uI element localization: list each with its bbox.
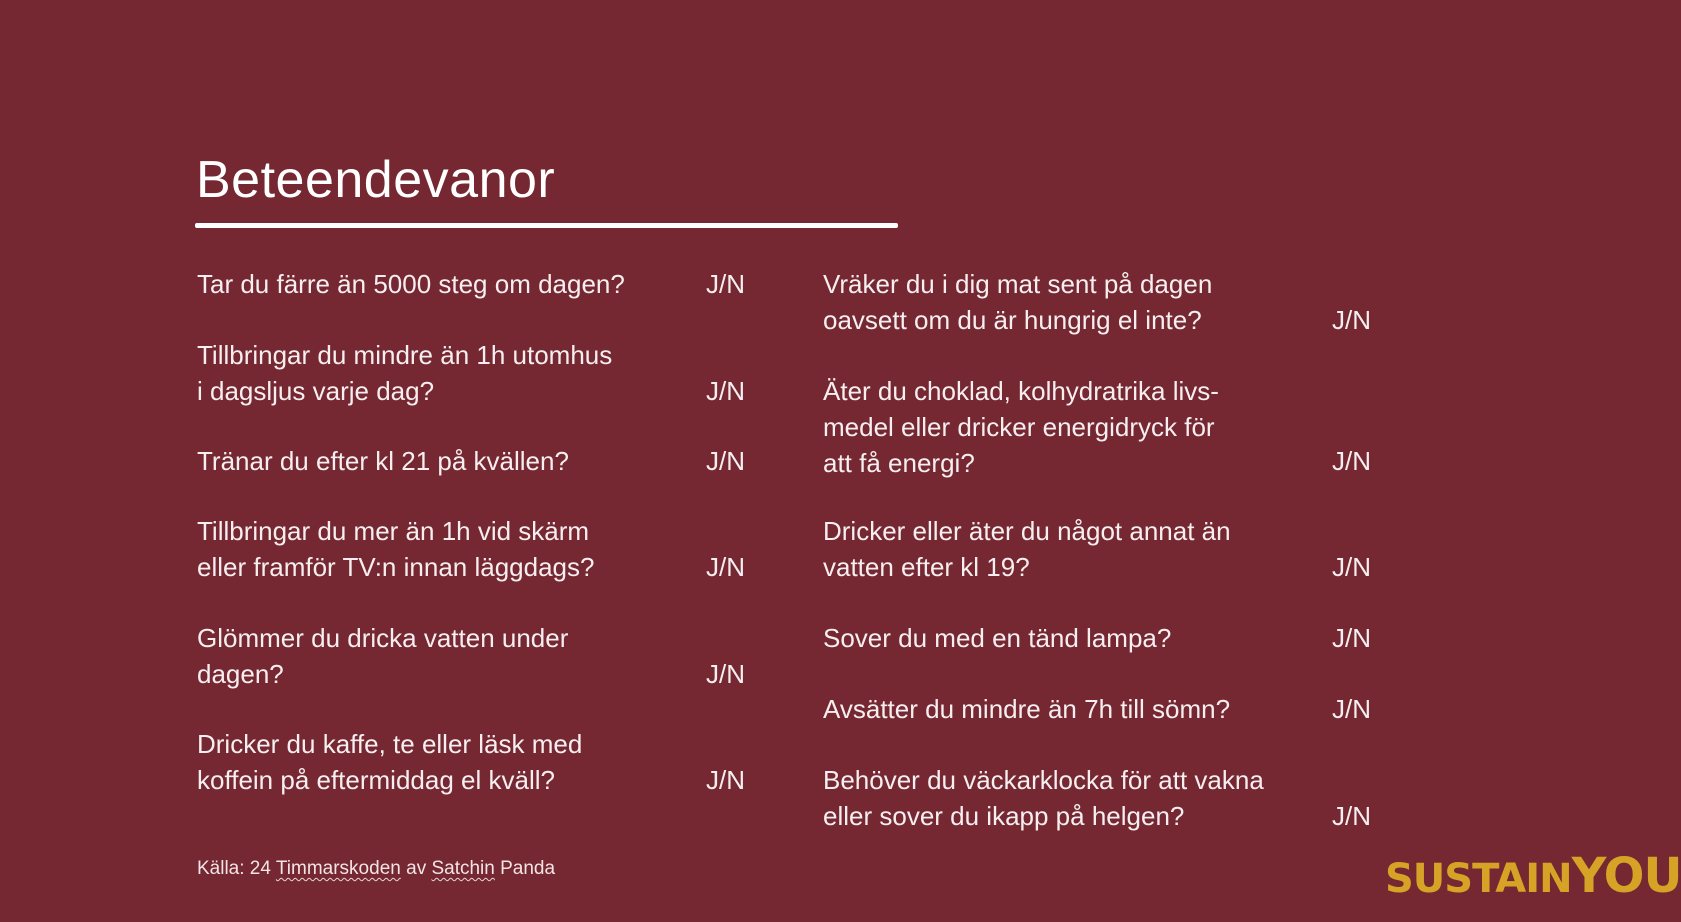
source-author-last: Panda — [494, 858, 556, 879]
source-citation — [197, 857, 555, 881]
question-daylight: Tillbringar du mindre än 1h utomhus i dagsljus varje dag? — [197, 340, 613, 406]
answer-lamp: J/N — [1332, 623, 1371, 653]
question-caffeine: Dricker du kaffe, te eller läsk med koffein på eftermiddag el kväll? — [197, 729, 583, 795]
source-prefix: Källa: 24 — [197, 858, 276, 879]
answer-exercise: J/N — [706, 446, 745, 476]
logo-part-you: YOU — [1571, 848, 1681, 904]
question-late-eating: Vräker du i dig mat sent på dagen oavsett om du är hungrig el inte? — [823, 269, 1213, 335]
answer-sugar-energy: J/N — [1332, 446, 1371, 476]
title-underline — [195, 223, 898, 228]
question-exercise: Tränar du efter kl 21 på kvällen? — [197, 446, 569, 476]
answer-late-eating: J/N — [1332, 305, 1371, 335]
answer-water: J/N — [706, 659, 745, 689]
answer-sleep-hours: J/N — [1332, 694, 1371, 724]
answer-screen-time: J/N — [706, 552, 745, 582]
question-sleep-hours: Avsätter du mindre än 7h till sömn? — [823, 694, 1231, 724]
question-evening-drinks: Dricker eller äter du något annat än vatten efter kl 19? — [823, 516, 1231, 582]
source-middle: av — [400, 858, 432, 879]
question-lamp: Sover du med en tänd lampa? — [823, 623, 1172, 653]
answer-steps: J/N — [706, 269, 745, 299]
answer-daylight: J/N — [706, 376, 745, 406]
answer-evening-drinks: J/N — [1332, 552, 1371, 582]
slide-title: Beteendevanor — [196, 151, 556, 209]
answer-alarm-clock: J/N — [1332, 801, 1371, 831]
question-water: Glömmer du dricka vatten under dagen? — [197, 623, 569, 689]
source-author-first: Satchin — [431, 858, 495, 879]
sustainyou-logo — [1385, 848, 1681, 904]
question-sugar-energy: Äter du choklad, kolhydratrika livs- medel eller dricker energidryck för att få energi? — [823, 376, 1219, 478]
answer-caffeine: J/N — [706, 765, 745, 795]
question-alarm-clock: Behöver du väckarklocka för att vakna eller sover du ikapp på helgen? — [823, 765, 1264, 831]
question-screen-time: Tillbringar du mer än 1h vid skärm eller framför TV:n innan läggdags? — [197, 516, 595, 582]
logo-part-sustain: SUSTAIN — [1385, 856, 1572, 902]
question-steps: Tar du färre än 5000 steg om dagen? — [197, 269, 625, 299]
source-book: Timmarskoden — [275, 858, 401, 879]
